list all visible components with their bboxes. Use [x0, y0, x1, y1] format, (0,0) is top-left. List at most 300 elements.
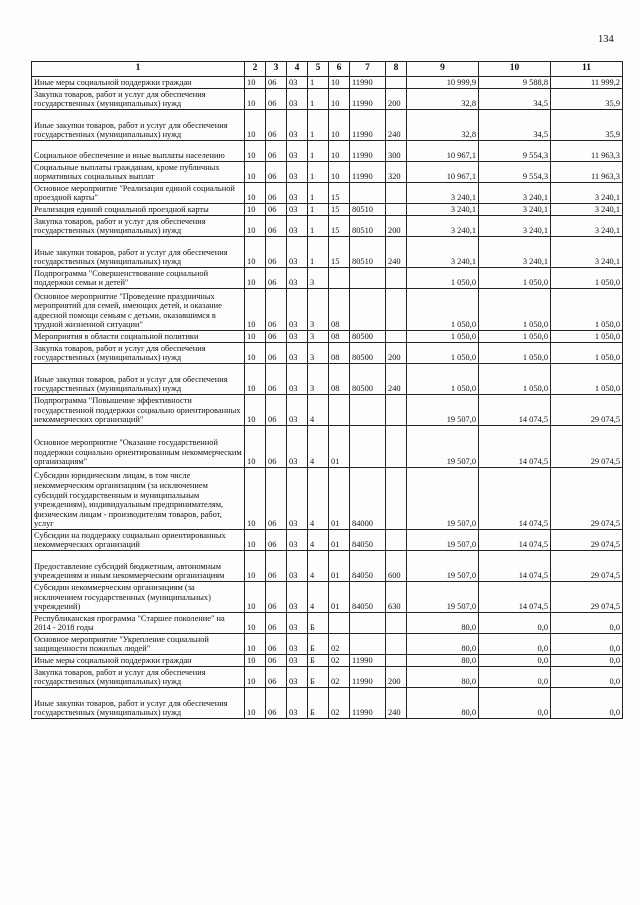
code-part [386, 268, 407, 289]
amount: 0,0 [551, 655, 623, 667]
code-part: 10 [245, 395, 266, 426]
code-part [329, 613, 350, 634]
code-part: 11990 [350, 162, 386, 183]
code-part [329, 395, 350, 426]
code-part: 15 [329, 216, 350, 237]
amount: 11 963,3 [551, 141, 623, 162]
code-part: 10 [245, 237, 266, 268]
code-part: 08 [329, 364, 350, 395]
table-row [32, 655, 623, 667]
table-row [32, 289, 623, 331]
code-part: Б [308, 688, 329, 719]
code-part: 600 [386, 551, 407, 582]
column-header-amount: 9 [407, 62, 479, 77]
row-name: Субсидии некоммерческим организациям (за исключением государственных (муниципальных) учреждений) [32, 582, 245, 613]
code-part: 1 [308, 162, 329, 183]
code-part: 06 [266, 268, 287, 289]
table-row [32, 426, 623, 468]
code-part: 10 [245, 634, 266, 655]
code-part: 10 [245, 331, 266, 343]
code-part: 80500 [350, 343, 386, 364]
code-part: 1 [308, 110, 329, 141]
code-part: 11990 [350, 110, 386, 141]
amount: 11 999,2 [551, 77, 623, 89]
table-row [32, 216, 623, 237]
amount: 9 588,8 [479, 77, 551, 89]
row-name: Мероприятия в области социальной политики [32, 331, 245, 343]
amount: 1 050,0 [479, 331, 551, 343]
code-part: 06 [266, 634, 287, 655]
column-header-code: 5 [308, 62, 329, 77]
row-name: Иные меры социальной поддержки граждан [32, 77, 245, 89]
code-part: 03 [287, 395, 308, 426]
amount: 0,0 [551, 634, 623, 655]
amount: 10 967,1 [407, 141, 479, 162]
code-part: 03 [287, 468, 308, 530]
code-part: 1 [308, 183, 329, 204]
code-part: 200 [386, 343, 407, 364]
amount: 29 074,5 [551, 426, 623, 468]
code-part: 06 [266, 582, 287, 613]
code-part: 10 [245, 655, 266, 667]
table-row [32, 204, 623, 216]
code-part: 10 [245, 613, 266, 634]
row-name: Субсидии на поддержку социально ориентированных некоммерческих организаций [32, 530, 245, 551]
code-part: 03 [287, 667, 308, 688]
amount: 0,0 [551, 613, 623, 634]
code-part: 03 [287, 613, 308, 634]
code-part: 1 [308, 141, 329, 162]
table-row [32, 237, 623, 268]
code-part: 3 [308, 268, 329, 289]
code-part: 06 [266, 162, 287, 183]
amount: 80,0 [407, 655, 479, 667]
amount: 3 240,1 [407, 204, 479, 216]
code-part: 06 [266, 667, 287, 688]
code-part: 4 [308, 468, 329, 530]
column-header-code: 6 [329, 62, 350, 77]
table-row [32, 141, 623, 162]
code-part: 10 [245, 551, 266, 582]
code-part: 15 [329, 183, 350, 204]
amount: 9 554,3 [479, 141, 551, 162]
code-part: 1 [308, 89, 329, 110]
table-row [32, 162, 623, 183]
column-header-code: 2 [245, 62, 266, 77]
table-row [32, 667, 623, 688]
table-row [32, 331, 623, 343]
table-body [32, 77, 623, 719]
code-part: 06 [266, 364, 287, 395]
code-part: 240 [386, 688, 407, 719]
code-part: 10 [329, 162, 350, 183]
code-part: 11990 [350, 141, 386, 162]
column-header-code: 8 [386, 62, 407, 77]
amount: 19 507,0 [407, 530, 479, 551]
amount: 1 050,0 [479, 268, 551, 289]
code-part: 03 [287, 551, 308, 582]
code-part: 06 [266, 468, 287, 530]
row-name: Основное мероприятие "Оказание государственной поддержки социально ориентированным некоммерческим организациям" [32, 426, 245, 468]
code-part: 4 [308, 582, 329, 613]
table-header-row [32, 62, 623, 77]
amount: 1 050,0 [407, 268, 479, 289]
code-part: 240 [386, 237, 407, 268]
code-part: 03 [287, 141, 308, 162]
amount: 14 074,5 [479, 551, 551, 582]
code-part: Б [308, 613, 329, 634]
code-part [350, 183, 386, 204]
amount: 3 240,1 [479, 216, 551, 237]
amount: 0,0 [551, 688, 623, 719]
amount: 19 507,0 [407, 582, 479, 613]
amount: 14 074,5 [479, 426, 551, 468]
code-part: 10 [245, 204, 266, 216]
code-part: 80510 [350, 204, 386, 216]
code-part [386, 634, 407, 655]
row-name: Основное мероприятие "Реализация единой социальной проездной карты" [32, 183, 245, 204]
code-part: 10 [245, 162, 266, 183]
code-part: 10 [245, 141, 266, 162]
row-name: Иные меры социальной поддержки граждан [32, 655, 245, 667]
code-part: 240 [386, 110, 407, 141]
code-part: 06 [266, 110, 287, 141]
row-name: Субсидии юридическим лицам, в том числе некоммерческим организациям (за исключением субсидий государственным и муниципальным учреждениям), индивидуальным предпринимателям, физическим лицам - производителям товаров, работ, услуг [32, 468, 245, 530]
code-part: 10 [329, 110, 350, 141]
table-row [32, 343, 623, 364]
code-part: 84050 [350, 551, 386, 582]
code-part: 03 [287, 331, 308, 343]
code-part: 10 [245, 667, 266, 688]
table-row [32, 613, 623, 634]
code-part: 1 [308, 204, 329, 216]
amount: 19 507,0 [407, 395, 479, 426]
code-part: 03 [287, 77, 308, 89]
amount: 80,0 [407, 688, 479, 719]
code-part: 06 [266, 343, 287, 364]
code-part [386, 183, 407, 204]
code-part: 03 [287, 162, 308, 183]
amount: 80,0 [407, 667, 479, 688]
code-part: 06 [266, 77, 287, 89]
amount: 80,0 [407, 613, 479, 634]
code-part: 10 [245, 364, 266, 395]
page-number: 134 [598, 34, 614, 45]
code-part: 10 [245, 77, 266, 89]
amount: 11 963,3 [551, 162, 623, 183]
code-part: 4 [308, 551, 329, 582]
code-part: 10 [245, 183, 266, 204]
code-part: 03 [287, 204, 308, 216]
code-part: 10 [245, 268, 266, 289]
code-part: 10 [245, 89, 266, 110]
code-part: 1 [308, 216, 329, 237]
amount: 19 507,0 [407, 426, 479, 468]
amount: 29 074,5 [551, 530, 623, 551]
code-part: 03 [287, 634, 308, 655]
amount: 1 050,0 [479, 364, 551, 395]
code-part: 11990 [350, 89, 386, 110]
amount: 9 554,3 [479, 162, 551, 183]
code-part: 10 [245, 688, 266, 719]
code-part [386, 426, 407, 468]
code-part: 03 [287, 655, 308, 667]
code-part: 02 [329, 667, 350, 688]
code-part: 03 [287, 183, 308, 204]
table-row [32, 89, 623, 110]
row-name: Подпрограмма "Совершенствование социальной поддержки семьи и детей" [32, 268, 245, 289]
table-row [32, 468, 623, 530]
amount: 29 074,5 [551, 582, 623, 613]
code-part [386, 204, 407, 216]
code-part: 10 [245, 582, 266, 613]
amount: 14 074,5 [479, 582, 551, 613]
code-part: 200 [386, 216, 407, 237]
code-part: 06 [266, 551, 287, 582]
table-row [32, 634, 623, 655]
column-header-name: 1 [32, 62, 245, 77]
code-part [350, 613, 386, 634]
code-part: 10 [329, 89, 350, 110]
amount: 32,8 [407, 89, 479, 110]
code-part: 01 [329, 530, 350, 551]
amount: 3 240,1 [407, 237, 479, 268]
row-name: Закупка товаров, работ и услуг для обеспечения государственных (муниципальных) нужд [32, 343, 245, 364]
code-part: 06 [266, 426, 287, 468]
amount: 0,0 [551, 667, 623, 688]
code-part: 01 [329, 582, 350, 613]
column-header-code: 7 [350, 62, 386, 77]
code-part: 03 [287, 289, 308, 331]
code-part: 240 [386, 364, 407, 395]
code-part: 15 [329, 237, 350, 268]
code-part: 03 [287, 426, 308, 468]
amount: 0,0 [479, 667, 551, 688]
code-part: 11990 [350, 77, 386, 89]
code-part: 03 [287, 364, 308, 395]
code-part: 06 [266, 395, 287, 426]
code-part: 06 [266, 141, 287, 162]
code-part: 84050 [350, 530, 386, 551]
row-name: Социальные выплаты гражданам, кроме публичных нормативных социальных выплат [32, 162, 245, 183]
row-name: Закупка товаров, работ и услуг для обеспечения государственных (муниципальных) нужд [32, 89, 245, 110]
code-part: 15 [329, 204, 350, 216]
code-part [386, 613, 407, 634]
code-part [350, 426, 386, 468]
row-name: Предоставление субсидий бюджетным, автономным учреждениям и иным некоммерческим организациям [32, 551, 245, 582]
amount: 1 050,0 [407, 343, 479, 364]
code-part: 200 [386, 89, 407, 110]
code-part: 10 [245, 468, 266, 530]
code-part: 02 [329, 655, 350, 667]
amount: 35,9 [551, 89, 623, 110]
amount: 1 050,0 [551, 364, 623, 395]
code-part: 84000 [350, 468, 386, 530]
amount: 19 507,0 [407, 468, 479, 530]
row-name: Иные закупки товаров, работ и услуг для обеспечения государственных (муниципальных) нужд [32, 237, 245, 268]
code-part: 03 [287, 688, 308, 719]
code-part: 03 [287, 530, 308, 551]
amount: 3 240,1 [551, 237, 623, 268]
amount: 29 074,5 [551, 468, 623, 530]
code-part: 10 [245, 110, 266, 141]
column-header-amount: 11 [551, 62, 623, 77]
code-part: 01 [329, 426, 350, 468]
table-row [32, 395, 623, 426]
code-part: 03 [287, 582, 308, 613]
code-part: 10 [245, 426, 266, 468]
amount: 10 967,1 [407, 162, 479, 183]
code-part: 1 [308, 237, 329, 268]
amount: 0,0 [479, 688, 551, 719]
code-part: 06 [266, 655, 287, 667]
amount: 3 240,1 [479, 204, 551, 216]
code-part: 06 [266, 688, 287, 719]
code-part: 10 [245, 530, 266, 551]
amount: 29 074,5 [551, 395, 623, 426]
table-row [32, 551, 623, 582]
table-row [32, 364, 623, 395]
column-header-code: 4 [287, 62, 308, 77]
code-part: 10 [329, 141, 350, 162]
row-name: Иные закупки товаров, работ и услуг для обеспечения государственных (муниципальных) нужд [32, 364, 245, 395]
row-name: Основное мероприятие "Проведение праздничных мероприятий для семей, имеющих детей, и оказание адресной помощи семьям с детьми, оказавшимся в трудной жизненной ситуации" [32, 289, 245, 331]
table-row [32, 268, 623, 289]
amount: 3 240,1 [551, 216, 623, 237]
code-part: 06 [266, 89, 287, 110]
table-row [32, 183, 623, 204]
code-part: 03 [287, 216, 308, 237]
row-name: Республиканская программа "Старшее поколение" на 2014 - 2018 годы [32, 613, 245, 634]
code-part: 06 [266, 216, 287, 237]
amount: 3 240,1 [407, 216, 479, 237]
code-part: 03 [287, 268, 308, 289]
amount: 0,0 [479, 634, 551, 655]
code-part: 4 [308, 395, 329, 426]
row-name: Подпрограмма "Повышение эффективности государственной поддержки социально ориентированных некоммерческих организаций" [32, 395, 245, 426]
code-part [386, 530, 407, 551]
row-name: Социальное обеспечение и иные выплаты населению [32, 141, 245, 162]
amount: 1 050,0 [407, 364, 479, 395]
table-row [32, 77, 623, 89]
table-row [32, 688, 623, 719]
row-name: Закупка товаров, работ и услуг для обеспечения государственных (муниципальных) нужд [32, 216, 245, 237]
table-row [32, 110, 623, 141]
amount: 3 240,1 [479, 237, 551, 268]
code-part: 08 [329, 289, 350, 331]
code-part: 630 [386, 582, 407, 613]
amount: 34,5 [479, 89, 551, 110]
code-part: 06 [266, 183, 287, 204]
code-part: Б [308, 655, 329, 667]
code-part: 01 [329, 468, 350, 530]
amount: 14 074,5 [479, 468, 551, 530]
code-part: 08 [329, 331, 350, 343]
code-part: 4 [308, 530, 329, 551]
amount: 3 240,1 [551, 183, 623, 204]
amount: 80,0 [407, 634, 479, 655]
column-header-amount: 10 [479, 62, 551, 77]
row-name: Иные закупки товаров, работ и услуг для обеспечения государственных (муниципальных) нужд [32, 110, 245, 141]
code-part: 10 [329, 77, 350, 89]
code-part: 10 [245, 289, 266, 331]
amount: 1 050,0 [479, 343, 551, 364]
row-name: Иные закупки товаров, работ и услуг для обеспечения государственных (муниципальных) нужд [32, 688, 245, 719]
amount: 10 999,9 [407, 77, 479, 89]
code-part: 80500 [350, 364, 386, 395]
code-part [386, 395, 407, 426]
code-part: 3 [308, 364, 329, 395]
column-header-code: 3 [266, 62, 287, 77]
code-part: 03 [287, 89, 308, 110]
code-part: 4 [308, 426, 329, 468]
amount: 1 050,0 [551, 289, 623, 331]
code-part: 01 [329, 551, 350, 582]
amount: 34,5 [479, 110, 551, 141]
amount: 29 074,5 [551, 551, 623, 582]
amount: 1 050,0 [551, 331, 623, 343]
code-part: 11990 [350, 667, 386, 688]
code-part: 06 [266, 237, 287, 268]
code-part: 02 [329, 688, 350, 719]
amount: 1 050,0 [407, 331, 479, 343]
code-part: 06 [266, 331, 287, 343]
code-part [350, 289, 386, 331]
amount: 35,9 [551, 110, 623, 141]
code-part [386, 331, 407, 343]
code-part: 3 [308, 331, 329, 343]
code-part: 03 [287, 343, 308, 364]
code-part [386, 77, 407, 89]
code-part: Б [308, 667, 329, 688]
code-part: 200 [386, 667, 407, 688]
code-part: 02 [329, 634, 350, 655]
budget-table [31, 61, 623, 719]
amount: 0,0 [479, 613, 551, 634]
code-part [350, 634, 386, 655]
code-part: 1 [308, 77, 329, 89]
code-part [329, 268, 350, 289]
code-part: 300 [386, 141, 407, 162]
code-part: 80510 [350, 237, 386, 268]
amount: 14 074,5 [479, 530, 551, 551]
amount: 3 240,1 [551, 204, 623, 216]
amount: 0,0 [479, 655, 551, 667]
row-name: Реализация единой социальной проездной карты [32, 204, 245, 216]
code-part: 84050 [350, 582, 386, 613]
code-part: 3 [308, 289, 329, 331]
code-part: 3 [308, 343, 329, 364]
table-row [32, 582, 623, 613]
code-part: 08 [329, 343, 350, 364]
amount: 14 074,5 [479, 395, 551, 426]
code-part: 06 [266, 204, 287, 216]
table-row [32, 530, 623, 551]
code-part [386, 655, 407, 667]
code-part [386, 289, 407, 331]
code-part: 03 [287, 237, 308, 268]
amount: 1 050,0 [407, 289, 479, 331]
code-part: Б [308, 634, 329, 655]
code-part: 03 [287, 110, 308, 141]
code-part: 06 [266, 613, 287, 634]
amount: 1 050,0 [551, 268, 623, 289]
code-part: 10 [245, 216, 266, 237]
row-name: Основное мероприятие "Укрепление социальной защищенности пожилых людей" [32, 634, 245, 655]
code-part [386, 468, 407, 530]
code-part: 80510 [350, 216, 386, 237]
code-part: 10 [245, 343, 266, 364]
